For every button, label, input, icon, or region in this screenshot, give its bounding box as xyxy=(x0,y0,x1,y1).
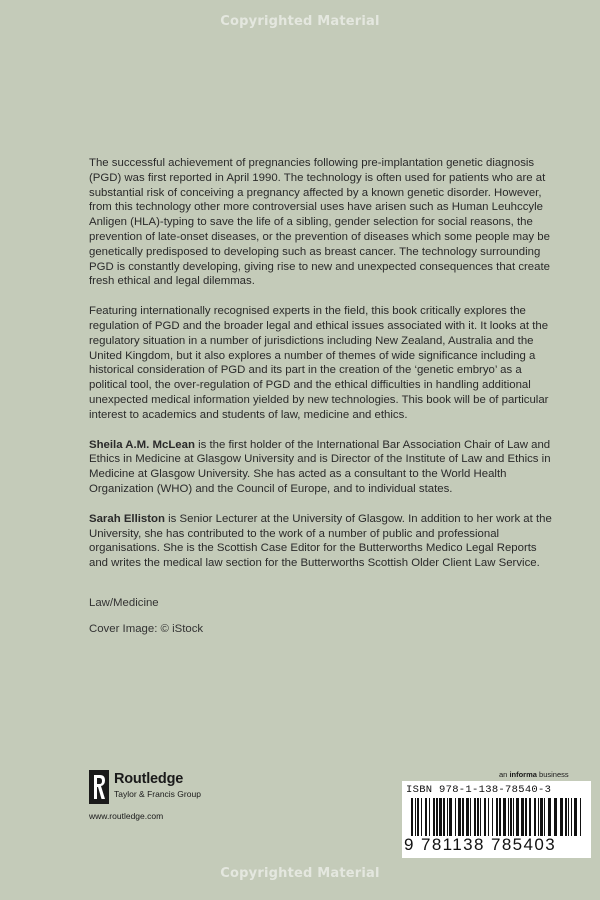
cover-image-credit: Cover Image: © iStock xyxy=(89,623,204,635)
blurb-paragraph-1: The successful achievement of pregnancies following pre-implantation genetic diagnosis (PGD) was first reported in April 1990. The technology is often used for patients who are at substantial risk of conceiving a pregnancy affected by a known genetic disorder. However, from this technology other more controversial uses have arisen such as Human Leuhccyle Anligen (HLA)-typing to save the life of a sibling, gender selection for social reasons, the prevention of late-onset diseases, or the prevention of diseases which some people may be genetically predisposed to developing such as breast cancer. The technology surrounding PGD is constantly developing, giving rise to new and unexpected consequences that create fresh ethical and legal dilemmas. xyxy=(89,157,550,288)
blurb-text xyxy=(89,156,555,586)
informa-business-tag xyxy=(499,770,569,779)
informa-brand: informa xyxy=(509,770,537,779)
publisher-group: Taylor & Francis Group xyxy=(114,789,201,799)
barcode-bars-graphic xyxy=(405,798,588,836)
blurb-paragraph-2: Featuring internationally recognised experts in the field, this book critically explores the regulation of PGD and the broader legal and ethical issues associated with it. It looks at the regulatory situation in a number of jurisdictions including New Zealand, Australia and the United Kingdom, but it also explores a number of themes of wide significance including a historical consideration of PGD and its part in the creation of the ‘genetic embryo’ as a political tool, the over-regulation of PGD and the ethical difficulties in handling additional unexpected medical information yielded by new technologies. This book will be of particular interest to academics and students of law, medicine and ethics. xyxy=(89,305,549,421)
author-bio-2 xyxy=(89,512,555,571)
copyright-watermark-top: Copyrighted Material xyxy=(220,14,380,29)
publisher-block xyxy=(89,768,269,820)
author-name-2: Sarah Elliston xyxy=(89,512,165,525)
subject-category: Law/Medicine xyxy=(89,597,159,609)
publisher-url: www.routledge.com xyxy=(89,811,164,821)
author-bio-1 xyxy=(89,438,555,497)
informa-suffix: business xyxy=(536,770,569,779)
barcode-number: 9 781138 785403 xyxy=(404,835,557,854)
author-bio-2-text: is Senior Lecturer at the University of Glasgow. In addition to her work at the University, she has contributed to the work of a number of public and professional organisations. She is the Scottish Case Editor for the Butterworths Medico Legal Reports and writes the medical law section for the Butterworths Scottish Older Client Law Service. xyxy=(89,512,552,570)
author-bio-1-text: is the first holder of the International Bar Association Chair of Law and Ethics in Medicine at Glasgow University and is Director of the Institute of Law and Ethics in Medicine at Glasgow University. She has acted as a consultant to the World Health Organization (WHO) and the Council of Europe, and to individual states. xyxy=(89,438,551,495)
routledge-r-logo-icon xyxy=(89,770,109,804)
informa-prefix: an xyxy=(499,770,510,779)
author-name-1: Sheila A.M. McLean xyxy=(89,438,195,451)
publisher-name: Routledge xyxy=(114,771,184,787)
isbn-barcode xyxy=(402,781,591,858)
copyright-watermark-bottom: Copyrighted Material xyxy=(220,866,380,881)
isbn-label: ISBN 978-1-138-78540-3 xyxy=(406,784,552,796)
